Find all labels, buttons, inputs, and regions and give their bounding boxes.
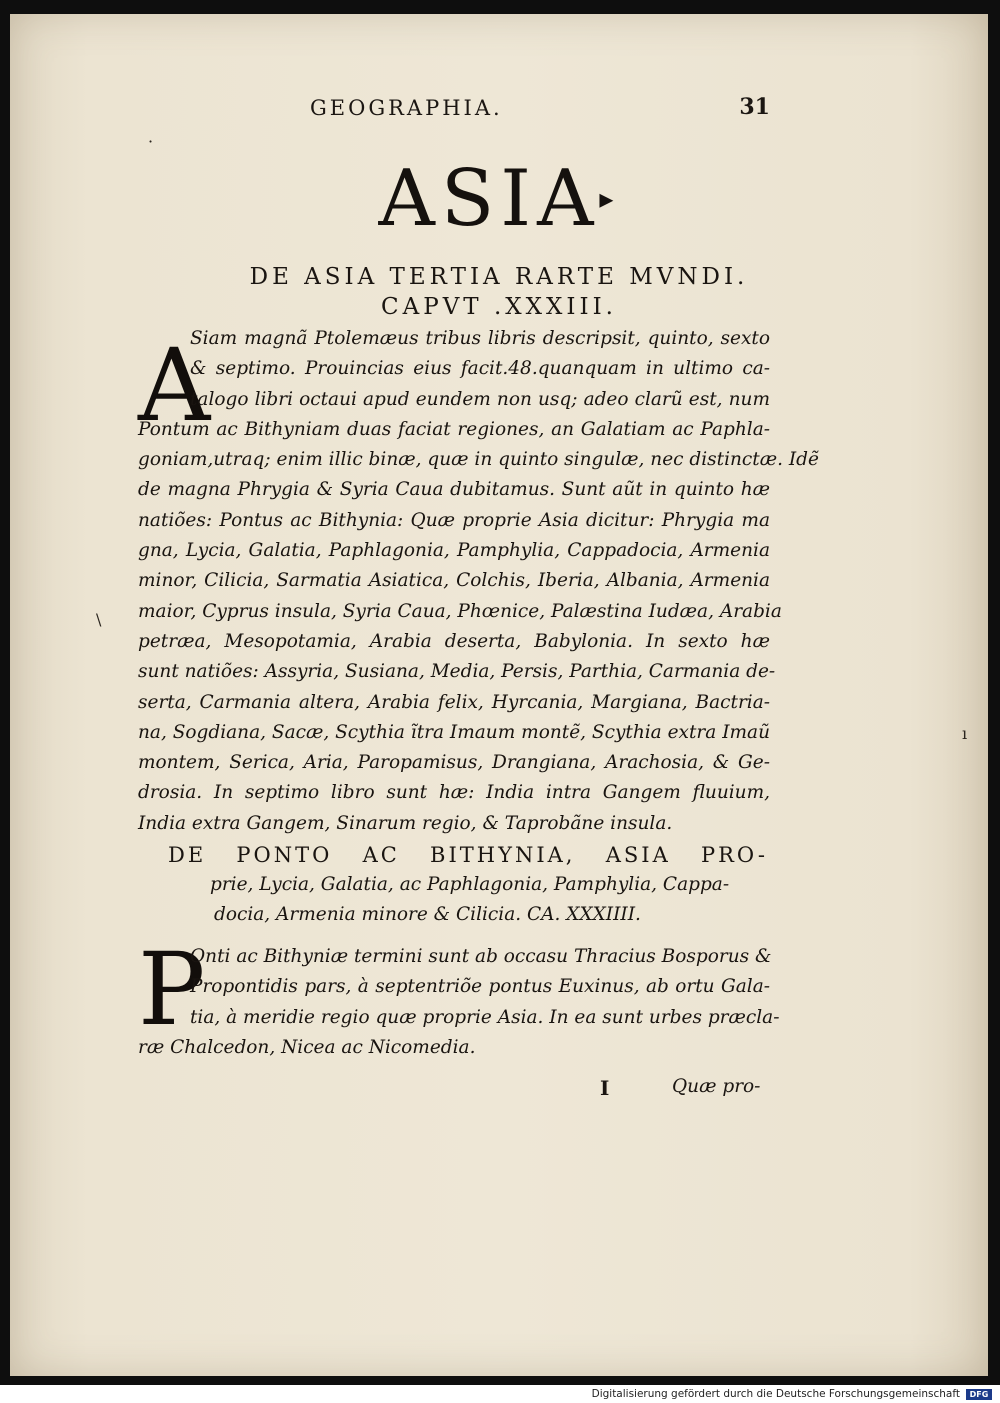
page-number: 31 — [739, 94, 770, 120]
section2-heading — [168, 840, 768, 930]
catch-line — [600, 1076, 770, 1106]
text-line: montem, Serica, Aria, Paropamisus, Drangiana, Arachosia, & Ge- — [138, 752, 770, 774]
text-line: gna, Lycia, Galatia, Paphlagonia, Pamphylia, Cappadocia, Armenia — [138, 540, 770, 562]
margin-mark: · — [148, 132, 154, 151]
dfg-logo: DFG — [966, 1389, 992, 1400]
digitization-credit — [0, 1387, 1000, 1403]
text-line: Pontum ac Bithyniam duas faciat regiones, an Galatiam ac Paphla- — [138, 418, 770, 440]
section1-body — [138, 324, 819, 839]
chapter-heading-line1: DE ASIA TERTIA RARTE MVNDI. — [249, 264, 749, 290]
catchword: Quæ pro- — [672, 1076, 761, 1097]
drop-cap-p: P — [138, 931, 206, 1048]
text-line: Propontidis pars, à septentriõe pontus Euxinus, ab ortu Gala- — [190, 976, 770, 998]
section2-heading-line3: docia, Armenia minore & Cilicia. CA. XXXIIII. — [214, 904, 641, 925]
text-line: goniam,utraq; enim illic binæ, quæ in quinto singulæ, nec distinctæ. Idẽ — [138, 449, 819, 471]
running-head — [310, 96, 770, 126]
text-line: drosia. In septimo libro sunt hæ: India intra Gangem fluuium, — [138, 782, 770, 804]
text-line: sunt natiões: Assyria, Susiana, Media, Persis, Parthia, Carmania de- — [138, 661, 776, 683]
text-line: tia, à meridie regio quæ proprie Asia. In ea sunt urbes præcla- — [190, 1006, 780, 1028]
section2-heading-line1: DE PONTO AC BITHYNIA, ASIA PRO- — [168, 843, 768, 867]
text-line: India extra Gangem, Sinarum regio, & Taprobãne insula. — [138, 812, 673, 834]
text-line: minor, Cilicia, Sarmatia Asiatica, Colchis, Iberia, Albania, Armenia — [138, 570, 770, 592]
text-line: serta, Carmania altera, Arabia felix, Hyrcania, Margiana, Bactria- — [138, 691, 770, 713]
text-line: Onti ac Bithyniæ termini sunt ab occasu Thracius Bosporus & — [190, 946, 772, 967]
section2-heading-line2: prie, Lycia, Galatia, ac Paphlagonia, Pamphylia, Cappa- — [210, 874, 730, 895]
main-title — [10, 154, 988, 244]
running-title: GEOGRAPHIA. — [310, 96, 503, 120]
text-line: na, Sogdiana, Sacæ, Scythia ĩtra Imaum montẽ, Scythia extra Imaũ — [138, 721, 770, 743]
section2-body — [138, 931, 780, 1063]
credit-text: Digitalisierung gefördert durch die Deutsche Forschungsgemeinschaft — [591, 1388, 960, 1400]
chapter-heading-line2: CAPVT .XXXIII. — [381, 294, 617, 320]
margin-mark: ı — [962, 724, 968, 743]
text-line: talogo libri octaui apud eundem non usq; adeo clarũ est, num — [190, 388, 770, 410]
main-title-text: ASIA — [378, 154, 600, 244]
book-page — [10, 14, 988, 1376]
ornament-mark: ▸ — [599, 182, 620, 215]
text-line: de magna Phrygia & Syria Caua dubitamus. Sunt aũt in quinto hæ — [138, 479, 770, 501]
text-line: natiões: Pontus ac Bithynia: Quæ proprie Asia dicitur: Phrygia ma — [138, 509, 770, 531]
signature-mark: I — [600, 1076, 610, 1100]
text-line: maior, Cyprus insula, Syria Caua, Phœnice, Palæstina Iudæa, Arabia — [138, 600, 782, 622]
margin-mark: \ — [96, 610, 102, 629]
text-line: Siam magnã Ptolemæus tribus libris descripsit, quinto, sexto — [190, 328, 770, 349]
text-line: petræa, Mesopotamia, Arabia deserta, Babylonia. In sexto hæ — [138, 630, 770, 652]
text-line: ræ Chalcedon, Nicea ac Nicomedia. — [138, 1036, 476, 1058]
drop-cap-a: A — [138, 327, 211, 444]
text-line: & septimo. Prouincias eius facit.48.quanquam in ultimo ca- — [190, 358, 770, 380]
